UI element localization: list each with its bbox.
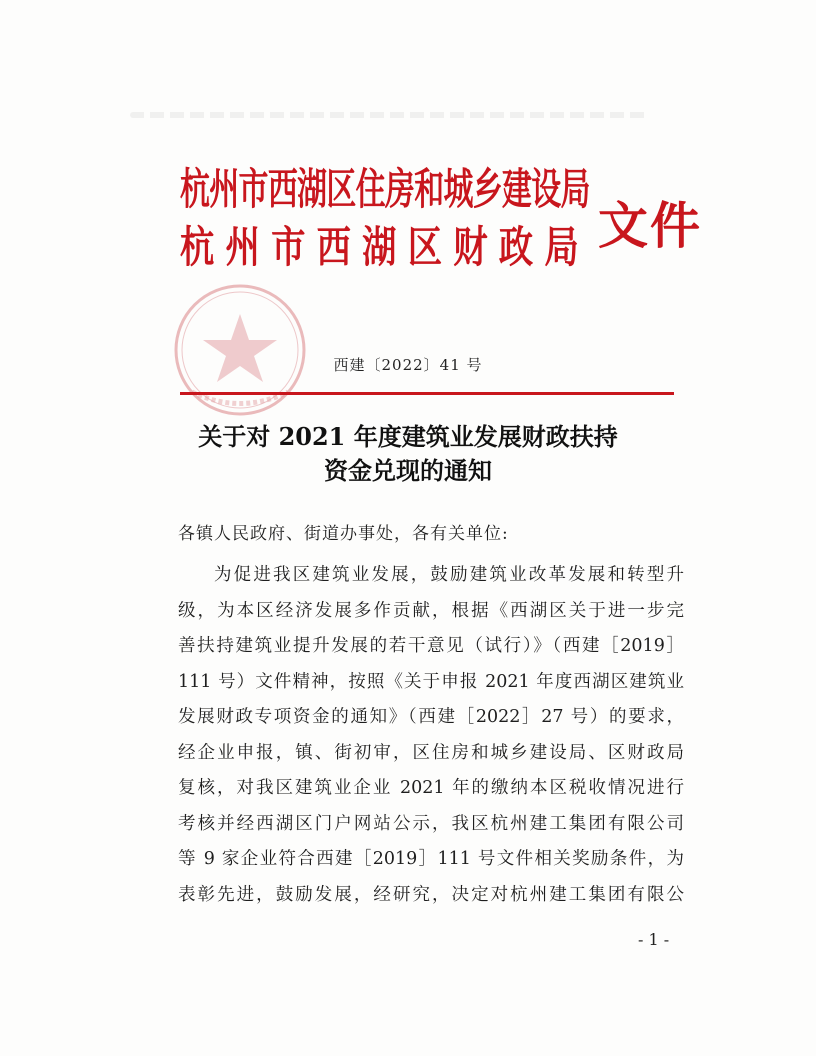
- official-seal-icon: [170, 280, 310, 420]
- document-number: 西建〔2022〕41 号: [333, 356, 483, 374]
- red-divider: [180, 392, 674, 395]
- body-line: 考核并经西湖区门户网站公示，我区杭州建工集团有限公司: [178, 813, 684, 834]
- title-line-1: 关于对 2021 年度建筑业发展财政扶持: [198, 422, 618, 451]
- issuing-organizations: [180, 164, 590, 274]
- body-line: 善扶持建筑业提升发展的若干意见（试行）》（西建［2019］: [178, 636, 684, 656]
- document-type-label: 文件: [598, 197, 702, 255]
- document-title: [0, 420, 816, 488]
- body-line: 经企业申报，镇、街初审，区住房和城乡建设局、区财政局: [178, 742, 684, 763]
- body-line: 复核，对我区建筑业企业 2021 年的缴纳本区税收情况进行: [178, 778, 684, 798]
- body-line: 111 号）文件精神，按照《关于申报 2021 年度西湖区建筑业: [178, 671, 684, 692]
- body-line: 为促进我区建筑业发展，鼓励建筑业改革发展和转型升: [214, 565, 684, 585]
- page-number: - 1 -: [638, 930, 670, 949]
- body-line: 等 9 家企业符合西建［2019］111 号文件相关奖励条件，为: [178, 849, 684, 869]
- title-line-2: 资金兑现的通知: [324, 456, 492, 485]
- org-housing-bureau: 杭州市西湖区住房和城乡建设局: [180, 165, 590, 215]
- scan-artifact: [130, 112, 650, 118]
- body-line: 表彰先进，鼓励发展，经研究，决定对杭州建工集团有限公: [178, 884, 684, 905]
- addressee: 各镇人民政府、街道办事处，各有关单位:: [178, 524, 509, 544]
- body-line: 发展财政专项资金的通知》（西建［2022］27 号）的要求，: [178, 707, 684, 727]
- org-finance-bureau: 杭州市西湖区财政局: [180, 223, 590, 273]
- body-paragraph: [178, 558, 684, 913]
- body-line: 级，为本区经济发展多作贡献，根据《西湖区关于进一步完: [178, 600, 684, 621]
